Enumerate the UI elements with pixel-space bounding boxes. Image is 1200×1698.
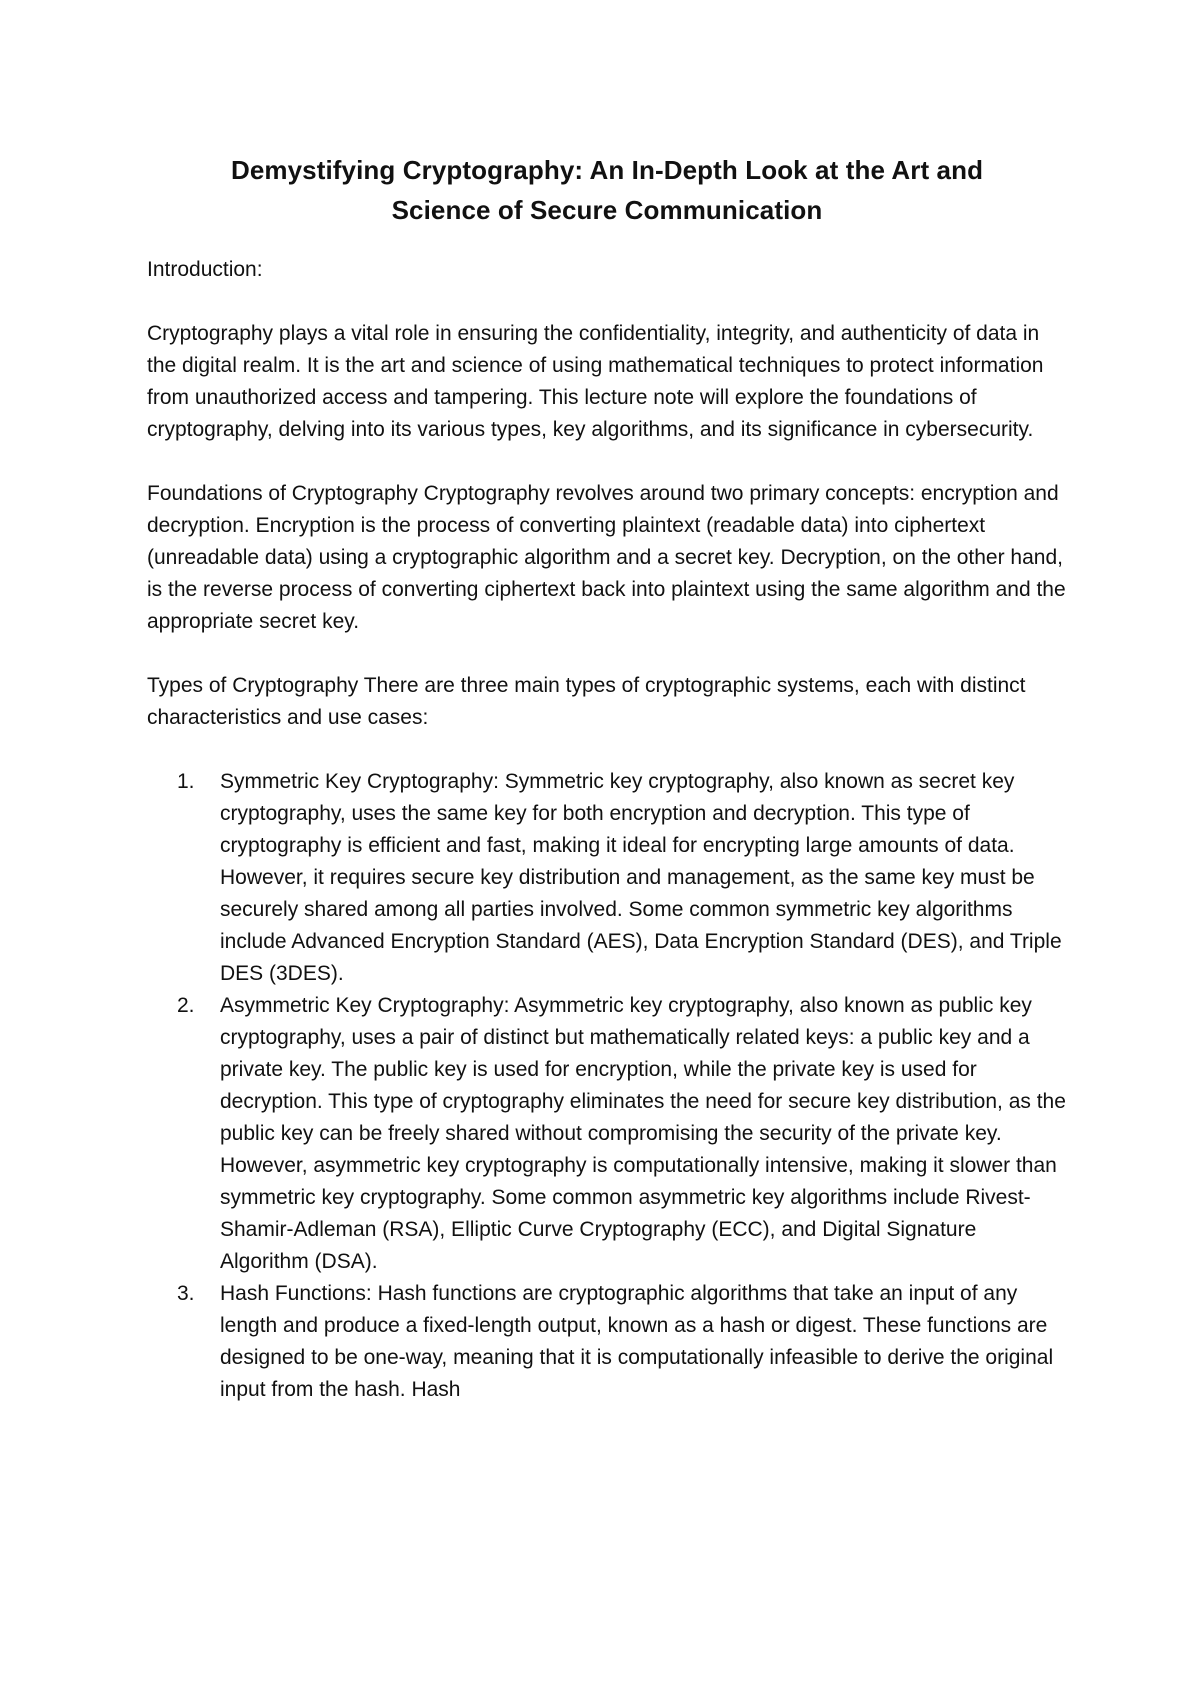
intro-paragraph: Cryptography plays a vital role in ensuring the confidentiality, integrity, and authenticity of data in the digital realm. It is the art and science of using mathematical techniques to protect information from unauthorized access and tampering. This lecture note will explore the foundations of cryptography, delving into its various types, key algorithms, and its significance in cybersecurity.: [147, 322, 1044, 441]
list-item-number: 1.: [177, 770, 195, 793]
list-item-number: 2.: [177, 994, 195, 1017]
list-item-text: Hash Functions: Hash functions are cryptographic algorithms that take an input of any length and produce a fixed-length output, known as a hash or digest. These functions are designed to be one-way, meaning that it is computationally infeasible to derive the original input from the hash. Hash: [220, 1282, 1054, 1401]
types-paragraph: Types of Cryptography There are three main types of cryptographic systems, each with distinct characteristics and use cases:: [147, 674, 1026, 729]
document-title: [147, 150, 1067, 230]
list-item: [147, 990, 1067, 1278]
title-line-1: Demystifying Cryptography: An In-Depth Look at the Art and: [230, 155, 984, 185]
list-item: [147, 766, 1067, 990]
list-item-text: Asymmetric Key Cryptography: Asymmetric key cryptography, also known as public key cryptography, uses a pair of distinct but mathematically related keys: a public key and a private key. The public key is used for encryption, while the private key is used for decryption. This type of cryptography eliminates the need for secure key distribution, as the public key can be freely shared without compromising the security of the private key. However, asymmetric key cryptography is computationally intensive, making it slower than symmetric key cryptography. Some common asymmetric key algorithms include Rivest-Shamir-Adleman (RSA), Elliptic Curve Cryptography (ECC), and Digital Signature Algorithm (DSA).: [220, 994, 1066, 1273]
foundations-paragraph: Foundations of Cryptography Cryptography revolves around two primary concepts: encryption and decryption. Encryption is the process of converting plaintext (readable data) into ciphertext (unreadable data) using a cryptographic algorithm and a secret key. Decryption, on the other hand, is the reverse process of converting ciphertext back into plaintext using the same algorithm and the appropriate secret key.: [147, 482, 1066, 633]
title-line-2: Science of Secure Communication: [391, 195, 823, 225]
cryptography-types-list: [147, 766, 1067, 1406]
list-item: [147, 1278, 1067, 1406]
list-item-number: 3.: [177, 1282, 195, 1305]
introduction-heading: Introduction:: [147, 258, 263, 281]
document-body: [147, 150, 1067, 1406]
list-item-text: Symmetric Key Cryptography: Symmetric key cryptography, also known as secret key cryptography, uses the same key for both encryption and decryption. This type of cryptography is efficient and fast, making it ideal for encrypting large amounts of data. However, it requires secure key distribution and management, as the same key must be securely shared among all parties involved. Some common symmetric key algorithms include Advanced Encryption Standard (AES), Data Encryption Standard (DES), and Triple DES (3DES).: [220, 770, 1062, 985]
